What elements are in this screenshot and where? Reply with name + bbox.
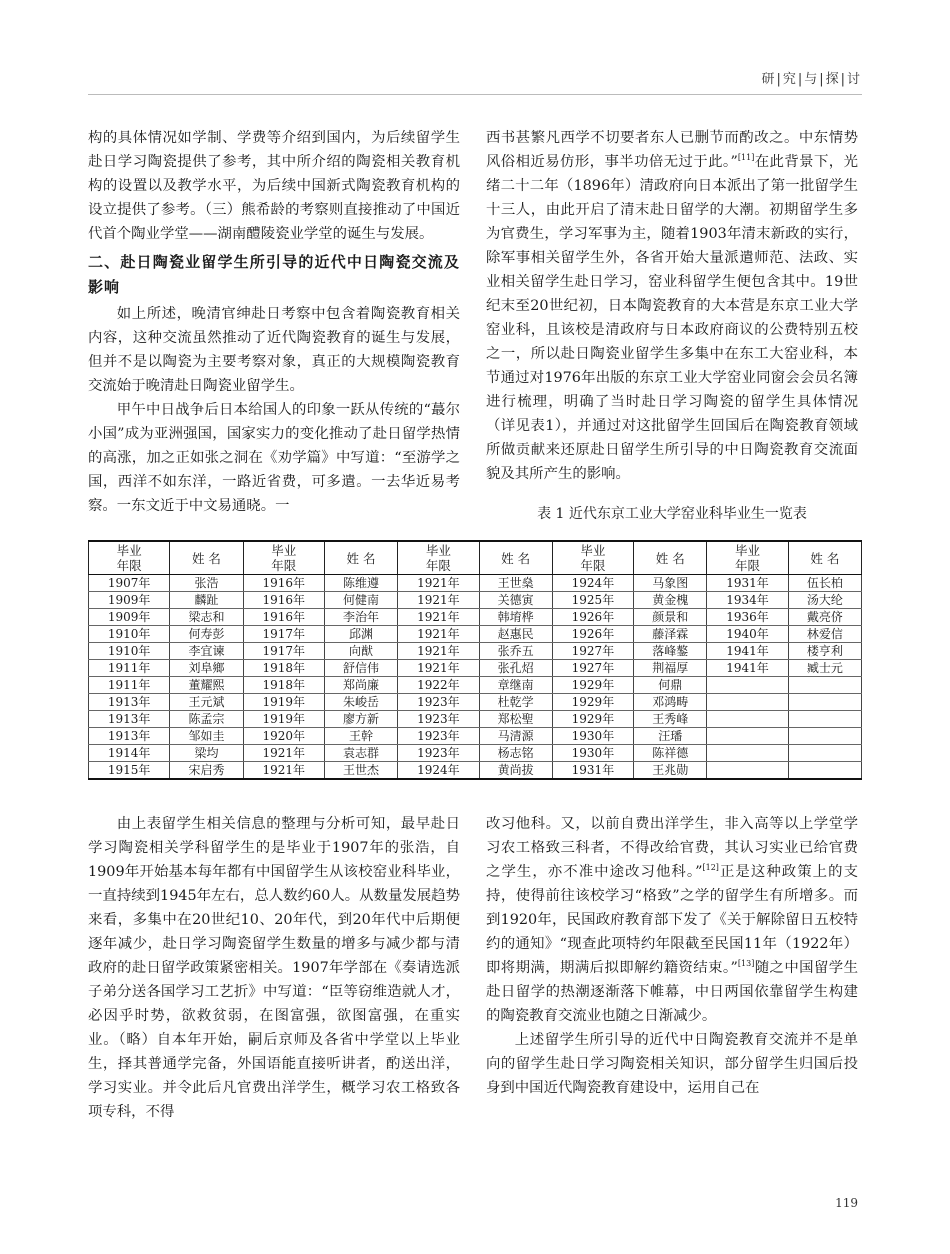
- cell-year: 1929年: [552, 694, 633, 711]
- column-header-name: 姓 名: [634, 541, 707, 575]
- cell-name: [788, 677, 861, 694]
- cell-name: 黄金槐: [634, 592, 707, 609]
- cell-year: 1931年: [552, 762, 633, 780]
- cell-year: 1922年: [398, 677, 479, 694]
- cell-year: 1923年: [398, 711, 479, 728]
- cell-name: 关德寅: [479, 592, 552, 609]
- cell-name: 何鼎: [634, 677, 707, 694]
- table-row: [89, 609, 862, 626]
- cell-name: 王兆勋: [634, 762, 707, 780]
- cell-name: 杜乾学: [479, 694, 552, 711]
- paragraph-text: 在此背景下，光绪二十二年（1896年）清政府向日本派出了第一批留学生十三人，由此开启了清末赴日留学的大潮。初期留学生多为官费生，学习军事为主，随着1903年清末新政的实行，除军事相关留学生外，各省开始大量派遣师范、法政、实业相关留学生赴日学习，窑业科留学生便包含其中。19世纪末至20世纪初，日本陶瓷教育的大本营是东京工业大学窑业科，且该校是清政府与日本政府商议的公费特别五校之一，所以赴日陶瓷业留学生多集中在东工大窑业科，本节通过对1976年出版的东京工业大学窑业同窗会会员名簿进行梳理，明确了当时赴日学习陶瓷的留学生具体情况（详见表1），并通过对这批留学生回国后在陶瓷教育领域所做贡献来还原赴日留学生所引导的中日陶瓷教育交流面貌及其所产生的影响。: [486, 154, 858, 482]
- cell-name: [788, 711, 861, 728]
- cell-year: [707, 762, 788, 780]
- cell-year: 1927年: [552, 660, 633, 677]
- table-body: [89, 575, 862, 780]
- cell-year: 1907年: [89, 575, 170, 592]
- cell-year: 1923年: [398, 694, 479, 711]
- cell-year: 1913年: [89, 694, 170, 711]
- cell-name: 汤大纶: [788, 592, 861, 609]
- paragraph: 由上表留学生相关信息的整理与分析可知，最早赴日学习陶瓷相关学科留学生的是毕业于1907年的张浩，自1909年开始基本每年都有中国留学生从该校窑业科毕业，一直持续到1945年左右，总人数约60人。从数量发展趋势来看，多集中在20世纪10、20年代，到20年代中后期便逐年减少，赴日学习陶瓷留学生数量的增多与减少都与清政府的赴日留学政策紧密相关。1907年学部在《奏请选派子弟分送各国学习工艺折》中写道：“臣等窃维造就人才，必因乎时势，欲救贫弱，在图富强，欲图富强，在重实业。（略）自本年开始，嗣后京师及各省中学堂以上毕业生，择其普通学完备，外国语能直接听讲者，酌送出洋，学习实业。并令此后凡官费出洋学生，概学习农工格致各项专科，不得: [88, 816, 460, 1120]
- paragraph: 构的具体情况如学制、学费等介绍到国内，为后续留学生赴日学习陶瓷提供了参考，其中所介绍的陶瓷相关教育机构的设置以及教学水平，为后续中国新式陶瓷教育机构的设立提供了参考。（三）熊希龄的考察则直接推动了中国近代首个陶业学堂——湖南醴陵瓷业学堂的诞生与发展。: [88, 130, 460, 242]
- cell-name: 落峰鏊: [634, 643, 707, 660]
- citation-ref: [12]: [702, 863, 719, 872]
- cell-year: 1923年: [398, 745, 479, 762]
- cell-year: [707, 745, 788, 762]
- cell-name: 邹如圭: [170, 728, 243, 745]
- cell-year: 1921年: [398, 626, 479, 643]
- cell-year: 1930年: [552, 745, 633, 762]
- cell-year: 1924年: [552, 575, 633, 592]
- table-row: [89, 677, 862, 694]
- graduates-table: [88, 540, 862, 780]
- cell-year: 1923年: [398, 728, 479, 745]
- cell-year: 1918年: [243, 677, 324, 694]
- column-header-name: 姓 名: [479, 541, 552, 575]
- cell-name: 廖方新: [324, 711, 397, 728]
- cell-year: 1919年: [243, 711, 324, 728]
- cell-year: 1913年: [89, 711, 170, 728]
- cell-year: 1941年: [707, 643, 788, 660]
- cell-year: 1921年: [398, 592, 479, 609]
- cell-name: 黄尚拔: [479, 762, 552, 780]
- cell-name: [788, 728, 861, 745]
- cell-name: 朱峻岳: [324, 694, 397, 711]
- cell-year: 1915年: [89, 762, 170, 780]
- cell-name: 臧士元: [788, 660, 861, 677]
- cell-name: 袁志群: [324, 745, 397, 762]
- right-column-top: [486, 126, 858, 486]
- cell-name: 邱渊: [324, 626, 397, 643]
- column-header-year: 毕业 年限: [707, 541, 788, 575]
- cell-year: 1921年: [243, 762, 324, 780]
- cell-year: 1917年: [243, 626, 324, 643]
- cell-name: 林爱信: [788, 626, 861, 643]
- cell-year: 1914年: [89, 745, 170, 762]
- cell-name: 章继南: [479, 677, 552, 694]
- cell-year: 1924年: [398, 762, 479, 780]
- cell-year: 1921年: [243, 745, 324, 762]
- cell-name: 向猷: [324, 643, 397, 660]
- cell-name: 王秀峰: [634, 711, 707, 728]
- table-row: [89, 660, 862, 677]
- cell-year: 1916年: [243, 575, 324, 592]
- cell-name: 戴亮侪: [788, 609, 861, 626]
- cell-year: 1919年: [243, 694, 324, 711]
- cell-year: 1920年: [243, 728, 324, 745]
- paragraph: [486, 126, 858, 486]
- cell-name: 李宜谏: [170, 643, 243, 660]
- cell-year: 1911年: [89, 660, 170, 677]
- paragraph: 甲午中日战争后日本给国人的印象一跃从传统的“蕞尔小国”成为亚洲强国，国家实力的变化推动了赴日留学热情的高涨，加之正如张之洞在《劝学篇》中写道：“至游学之国，西洋不如东洋，一路近省费，可多遣。一去华近易考察。一东文近于中文易通晓。一: [88, 402, 460, 514]
- cell-year: [707, 677, 788, 694]
- cell-name: 梁志和: [170, 609, 243, 626]
- cell-name: 宋启秀: [170, 762, 243, 780]
- cell-year: 1934年: [707, 592, 788, 609]
- column-header-year: 毕业 年限: [398, 541, 479, 575]
- cell-name: 王元斌: [170, 694, 243, 711]
- cell-name: 梁均: [170, 745, 243, 762]
- cell-year: 1910年: [89, 643, 170, 660]
- table-row: [89, 643, 862, 660]
- paragraph-text: 正是这种政策上的支持，使得前往该校学习“格致”之学的留学生有所增多。而到1920年，民国政府教育部下发了《关于解除留日五校特约的通知》“现查此项特约年限截至民国11年（1922年）即将期满，期满后拟即解约籍资结束。”: [486, 864, 858, 976]
- cell-year: 1921年: [398, 609, 479, 626]
- cell-year: [707, 711, 788, 728]
- cell-year: 1909年: [89, 609, 170, 626]
- cell-year: 1925年: [552, 592, 633, 609]
- cell-year: 1941年: [707, 660, 788, 677]
- cell-year: 1921年: [398, 575, 479, 592]
- cell-year: 1913年: [89, 728, 170, 745]
- paragraph-text: 随之中国留学生赴日留学的热潮逐渐落下帷幕，中日两国依靠留学生构建的陶瓷教育交流业也随之日渐减少。: [486, 960, 858, 1024]
- column-header-name: 姓 名: [170, 541, 243, 575]
- table-row: [89, 694, 862, 711]
- cell-year: [707, 728, 788, 745]
- cell-name: 楼亨利: [788, 643, 861, 660]
- column-header-name: 姓 名: [324, 541, 397, 575]
- cell-name: 马清源: [479, 728, 552, 745]
- table-row: [89, 745, 862, 762]
- cell-name: 陈维遵: [324, 575, 397, 592]
- cell-name: 张孔炤: [479, 660, 552, 677]
- cell-name: 王世燊: [479, 575, 552, 592]
- cell-year: 1929年: [552, 711, 633, 728]
- cell-year: 1931年: [707, 575, 788, 592]
- table-caption: 表 1 近代东京工业大学窑业科毕业生一览表: [537, 506, 807, 522]
- column-header-name: 姓 名: [788, 541, 861, 575]
- cell-name: 王世杰: [324, 762, 397, 780]
- left-column-bottom: [88, 812, 460, 1124]
- cell-name: 张浩: [170, 575, 243, 592]
- cell-year: 1940年: [707, 626, 788, 643]
- cell-year: 1921年: [398, 660, 479, 677]
- cell-name: 刘阜鄉: [170, 660, 243, 677]
- cell-name: 藤泽霖: [634, 626, 707, 643]
- cell-year: 1921年: [398, 643, 479, 660]
- cell-name: 陈孟宗: [170, 711, 243, 728]
- header-rule: [88, 94, 862, 95]
- paragraph-text: 西书甚繁凡西学不切要者东人已删节而酌改之。中东情势风俗相近易仿形，事半功倍无过于此。”: [486, 130, 858, 170]
- cell-name: [788, 694, 861, 711]
- cell-name: 荆福厚: [634, 660, 707, 677]
- cell-year: 1926年: [552, 626, 633, 643]
- cell-name: 郑松聖: [479, 711, 552, 728]
- cell-name: 郑尚廉: [324, 677, 397, 694]
- cell-name: 陈祥德: [634, 745, 707, 762]
- citation-ref: [13]: [737, 959, 755, 968]
- column-header-year: 毕业 年限: [243, 541, 324, 575]
- running-header: 研|究|与|探|讨: [761, 72, 862, 87]
- table-row: [89, 592, 862, 609]
- cell-year: 1927年: [552, 643, 633, 660]
- cell-name: 何寿彭: [170, 626, 243, 643]
- left-column-top: [88, 126, 460, 518]
- cell-name: 韩堉桦: [479, 609, 552, 626]
- cell-year: 1929年: [552, 677, 633, 694]
- cell-name: 杨志铭: [479, 745, 552, 762]
- cell-name: 董耀熙: [170, 677, 243, 694]
- paragraph-text: 改习他科。又，以前自费出洋学生，非入高等以上学堂学习农工格致三科者，不得改给官费，其认习实业已给官费之学生，亦不准中途改习他科。”: [486, 816, 858, 880]
- cell-year: 1911年: [89, 677, 170, 694]
- cell-name: 赵惠民: [479, 626, 552, 643]
- table-row: [89, 626, 862, 643]
- cell-name: 李治年: [324, 609, 397, 626]
- cell-name: 颜景和: [634, 609, 707, 626]
- cell-name: 马象图: [634, 575, 707, 592]
- column-header-year: 毕业 年限: [89, 541, 170, 575]
- cell-year: 1917年: [243, 643, 324, 660]
- cell-name: 汪璠: [634, 728, 707, 745]
- right-column-bottom: [486, 812, 858, 1100]
- cell-name: [788, 745, 861, 762]
- table-row: [89, 728, 862, 745]
- cell-name: 麟趾: [170, 592, 243, 609]
- cell-name: [788, 762, 861, 780]
- cell-name: 邓鸿畴: [634, 694, 707, 711]
- cell-year: 1918年: [243, 660, 324, 677]
- cell-year: 1909年: [89, 592, 170, 609]
- cell-name: 张乔五: [479, 643, 552, 660]
- citation-ref: [11]: [737, 153, 755, 162]
- page-number: 119: [835, 1196, 858, 1210]
- paragraph: 如上所述，晚清官绅赴日考察中包含着陶瓷教育相关内容，这种交流虽然推动了近代陶瓷教育的诞生与发展，但并不是以陶瓷为主要考察对象，真正的大规模陶瓷教育交流始于晚清赴日陶瓷业留学生。: [88, 306, 460, 394]
- cell-year: 1936年: [707, 609, 788, 626]
- table-row: [89, 762, 862, 780]
- cell-name: 舒信伟: [324, 660, 397, 677]
- cell-year: 1926年: [552, 609, 633, 626]
- paragraph: [486, 812, 858, 1028]
- cell-year: 1916年: [243, 592, 324, 609]
- paragraph: 上述留学生所引导的近代中日陶瓷教育交流并不是单向的留学生赴日学习陶瓷相关知识，部分留学生归国后投身到中国近代陶瓷教育建设中，运用自己在: [486, 1032, 858, 1096]
- cell-name: 何健南: [324, 592, 397, 609]
- section-heading: 二、赴日陶瓷业留学生所引导的近代中日陶瓷交流及影响: [88, 253, 460, 296]
- column-header-year: 毕业 年限: [552, 541, 633, 575]
- cell-year: [707, 694, 788, 711]
- table-header-row: [89, 541, 862, 575]
- cell-name: 伍长柏: [788, 575, 861, 592]
- cell-year: 1910年: [89, 626, 170, 643]
- cell-year: 1916年: [243, 609, 324, 626]
- table-row: [89, 575, 862, 592]
- table-row: [89, 711, 862, 728]
- cell-year: 1930年: [552, 728, 633, 745]
- cell-name: 王幹: [324, 728, 397, 745]
